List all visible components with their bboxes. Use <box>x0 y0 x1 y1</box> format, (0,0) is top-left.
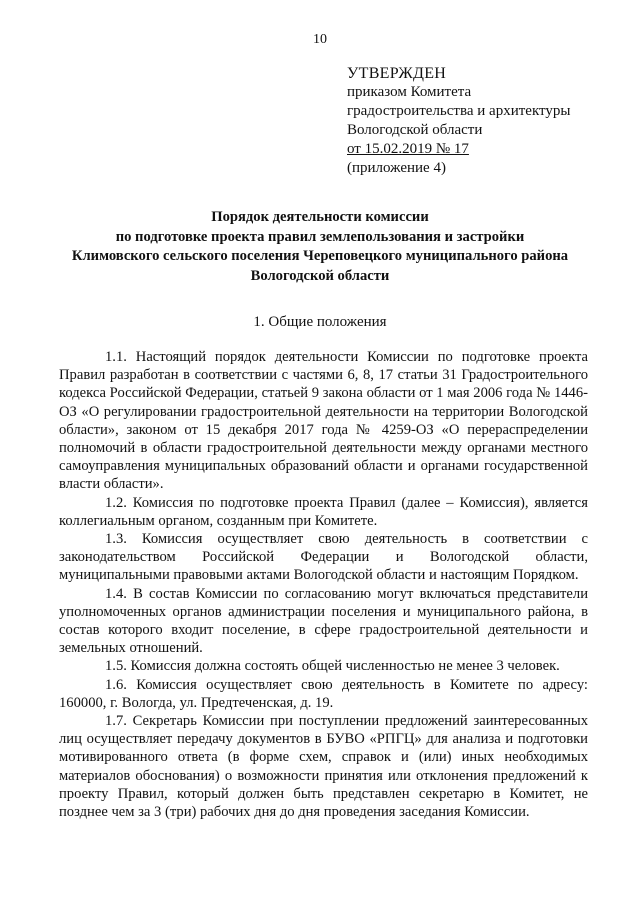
paragraph-1-4: 1.4. В состав Комиссии по согласованию могут включаться представители уполномоченных органов администрации поселения и муниципального района, в состав которого входит поселение, в сфере градостроительной деятельности и земельных отношений. <box>59 585 588 657</box>
document-body <box>59 348 588 821</box>
title-line: Порядок деятельности комиссии <box>211 209 429 225</box>
page-number: 10 <box>313 32 327 47</box>
paragraph-1-2: 1.2. Комиссия по подготовке проекта Правил (далее – Комиссия), является коллегиальным органом, созданным при Комитете. <box>59 494 588 529</box>
title-line: по подготовке проекта правил землепользования и застройки <box>115 228 525 245</box>
paragraph-1-1: 1.1. Настоящий порядок деятельности Комиссии по подготовке проекта Правил разработан в соответствии с частями 6, 8, 17 статьи 31 Градостроительного кодекса Российской Федерации, статьей 9 закона области от 1 мая 2006 года № 1446-ОЗ «О регулировании градостроительной деятельности на территории Вологодской области», законом от 15 декабря 2017 года № 4259-ОЗ «О перераспределении полномочий в области градостроительной деятельности между органами местного самоуправления муниципальных образований области и органами государственной власти области». <box>59 349 588 493</box>
approval-block <box>347 64 570 178</box>
paragraph-1-3: 1.3. Комиссия осуществляет свою деятельность в соответствии с законодательством Российской Федерации и Вологодской области, муниципальными правовыми актами Вологодской области и настоящим Порядком. <box>59 531 588 584</box>
paragraph-1-7: 1.7. Секретарь Комиссии при поступлении предложений заинтересованных лиц осуществляет передачу документов в БУВО «РПГЦ» для анализа и подготовки мотивированного ответа (в форме схем, справок и (или) иных необходимых материалов обоснования) о возможности принятия или отклонения предложений к проекту Правил, который должен быть представлен секретарю в Комитет, не позднее чем за 3 (три) рабочих дня до дня проведения заседания Комиссии. <box>59 713 588 821</box>
approval-stamp: УТВЕРЖДЕН <box>347 65 447 82</box>
paragraph-1-6: 1.6. Комиссия осуществляет свою деятельность в Комитете по адресу: 160000, г. Вологда, ул. Предтеченская, д. 19. <box>59 676 588 711</box>
approval-line: Вологодской области <box>347 122 483 138</box>
approval-appendix: (приложение 4) <box>347 160 446 176</box>
approval-line: приказом Комитета <box>347 84 472 100</box>
section-heading: 1. Общие положения <box>253 314 387 330</box>
paragraph-1-5: 1.5. Комиссия должна состоять общей численностью не менее 3 человек. <box>105 658 560 675</box>
title-line: Климовского сельского поселения Череповецкого муниципального района <box>71 248 569 264</box>
approval-line: градостроительства и архитектуры <box>347 103 571 119</box>
title-line: Вологодской области <box>250 267 390 284</box>
approval-date: от 15.02.2019 № 17 <box>347 141 469 157</box>
document-title <box>40 208 600 286</box>
